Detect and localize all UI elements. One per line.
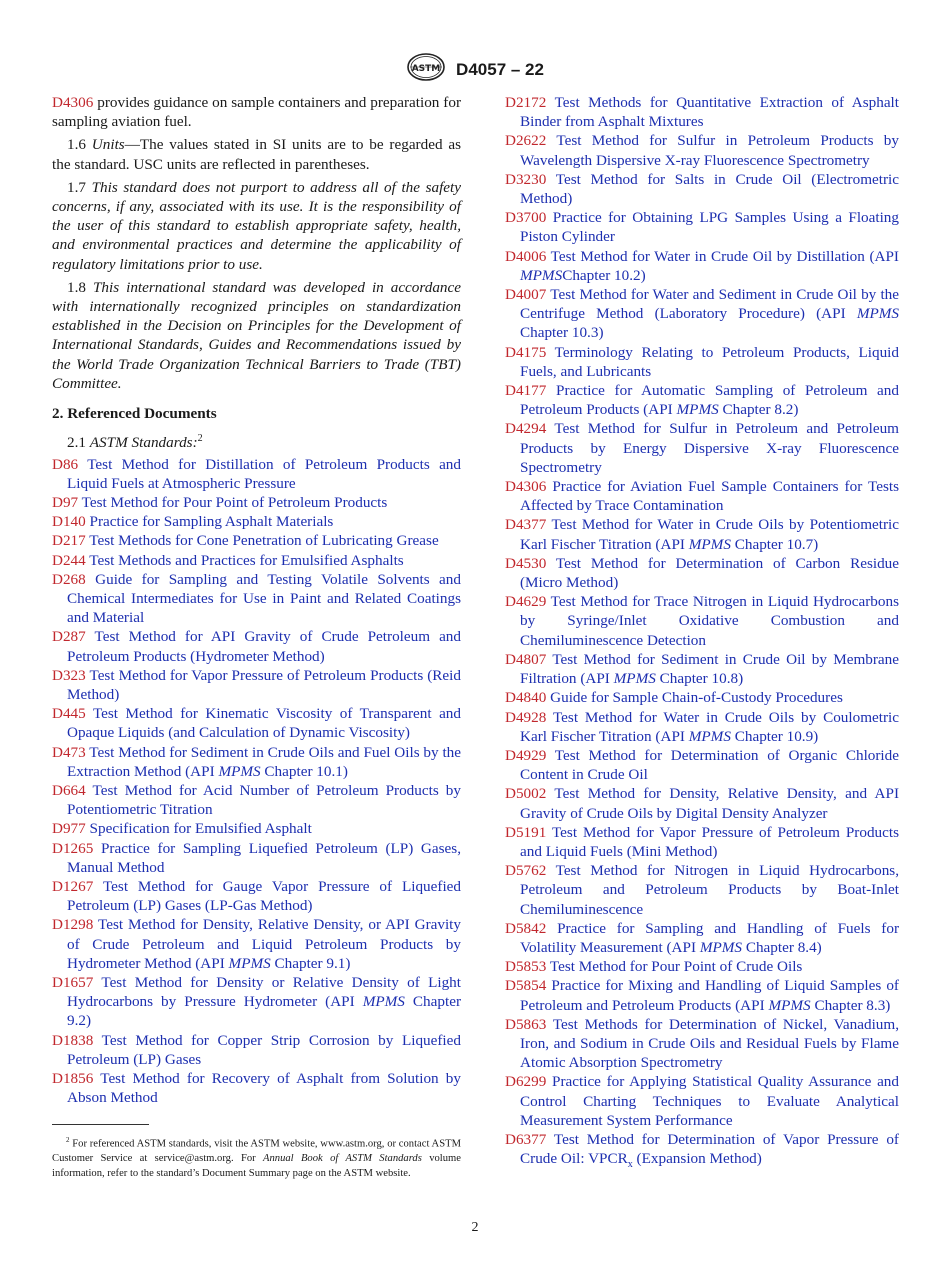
reference-code[interactable]: D4840 [505, 689, 547, 707]
reference-title[interactable]: Test Method for Determination of Vapor Pressure of Crude Oil: $VPCR_x$ (Expansion Method) [520, 1130, 899, 1171]
reference-code[interactable]: D5762 [505, 862, 547, 880]
reference-title[interactable]: Test Method for Sediment in Crude Oils and Fuel Oils by the Extraction Method (API MPMS Chapter 10.1) [67, 743, 461, 780]
reference-code[interactable]: D5854 [505, 977, 547, 995]
reference-code[interactable]: D4294 [505, 420, 547, 438]
reference-title[interactable]: Test Method for Recovery of Asphalt from Solution by Abson Method [67, 1070, 461, 1107]
reference-code[interactable]: D1265 [52, 839, 94, 857]
reference-title[interactable]: Test Method for API Gravity of Crude Petroleum and Petroleum Products (Hydrometer Method) [67, 628, 461, 665]
reference-item-d4294[interactable] [505, 419, 899, 477]
reference-code[interactable]: D244 [52, 551, 86, 569]
reference-title[interactable]: Test Methods and Practices for Emulsified Asphalts [85, 551, 404, 569]
page-number: 2 [471, 1220, 479, 1235]
reference-title[interactable]: Test Method for Sediment in Crude Oil by Membrane Filtration (API MPMS Chapter 10.8) [520, 650, 899, 688]
reference-title[interactable]: Test Method for Gauge Vapor Pressure of Liquefied Petroleum (LP) Gases (LP-Gas Method) [67, 877, 461, 915]
reference-title[interactable]: Test Methods for Determination of Nickel, Vanadium, Iron, and Sodium in Crude Oils and Residual Fuels by Flame Atomic Absorption Spectrometry [520, 1015, 899, 1072]
reference-title[interactable]: Test Method for Sulfur in Petroleum Products by Wavelength Dispersive X-ray Fluorescence Spectrometry [520, 132, 899, 169]
intro-paragraph: D4306 provides guidance on sample containers and preparation for sampling aviation fuel. [52, 94, 461, 131]
reference-code[interactable]: D3230 [505, 170, 547, 188]
footnote: $^2$ For referenced ASTM standards, visit the ASTM website, www.astm.org, or contact ASTM Customer Service at service@astm.org. For Annual Book of ASTM Standards volume information, refer to the standard’s Document Summary page on the ASTM website. [52, 1136, 461, 1179]
reference-item-d6377[interactable] [505, 1130, 899, 1174]
reference-code[interactable]: D977 [52, 820, 86, 838]
reference-item-d4006[interactable] [505, 247, 899, 285]
reference-title[interactable]: Test Method for Vapor Pressure of Petroleum Products (Reid Method) [67, 666, 461, 703]
reference-title[interactable]: Practice for Automatic Sampling of Petroleum and Petroleum Products (API MPMS Chapter 8.2) [520, 382, 899, 419]
reference-item-d5842[interactable] [505, 919, 899, 957]
reference-item-d3230[interactable] [505, 170, 899, 208]
reference-item-d4530[interactable] [505, 554, 899, 592]
reference-title[interactable]: Guide for Sample Chain-of-Custody Procedures [546, 689, 843, 707]
reference-title[interactable]: Test Method for Water in Crude Oils by Potentiometric Karl Fischer Titration (API MPMS Chapter 10.7) [520, 516, 899, 553]
reference-item-d1267[interactable] [52, 877, 461, 915]
reference-title[interactable]: Test Method for Determination of Organic Chloride Content in Crude Oil [520, 746, 899, 784]
reference-title[interactable]: Test Method for Water and Sediment in Crude Oil by the Centrifuge Method (Laboratory Procedure) (API MPMS Chapter 10.3) [520, 286, 899, 342]
reference-title[interactable]: Practice for Mixing and Handling of Liquid Samples of Petroleum and Petroleum Products (API MPMS Chapter 8.3) [520, 977, 899, 1014]
left-reference-list [52, 455, 461, 1108]
reference-code[interactable]: D1267 [52, 877, 94, 895]
reference-item-d6299[interactable] [505, 1072, 899, 1130]
reference-item-d140[interactable] [52, 512, 461, 531]
reference-item-d4928[interactable] [505, 708, 899, 746]
reference-code[interactable]: D4006 [505, 247, 547, 265]
reference-code[interactable]: D323 [52, 666, 86, 684]
reference-item-d5863[interactable] [505, 1015, 899, 1073]
reference-title[interactable]: Test Method for Trace Nitrogen in Liquid Hydrocarbons by Syringe/Inlet Oxidative Combustion and Chemiluminescence Detection [520, 593, 899, 649]
reference-code[interactable]: D5002 [505, 785, 547, 803]
astm-logo-icon [406, 52, 446, 87]
section-1-7: 1.7 This standard does not purport to address all of the safety concerns, if any, associated with its use. It is the responsibility of the user of this standard to establish appropriate safety, health, and environmental practices and determine the applicability of regulatory limitations prior to use. [52, 178, 462, 273]
reference-title[interactable]: Test Method for Vapor Pressure of Petroleum Products and Liquid Fuels (Mini Method) [520, 823, 899, 860]
reference-title[interactable]: Test Method for Acid Number of Petroleum Products by Potentiometric Titration [67, 781, 461, 819]
reference-item-d664[interactable] [52, 781, 461, 819]
reference-code[interactable]: D4177 [505, 382, 547, 400]
reference-title[interactable]: Test Method for Determination of Carbon Residue (Micro Method) [520, 554, 899, 592]
reference-item-d5854[interactable] [505, 976, 899, 1014]
reference-item-d268[interactable] [52, 570, 461, 628]
reference-title[interactable]: Guide for Sampling and Testing Volatile Solvents and Chemical Intermediates for Use in Paint and Related Coatings and Material [67, 570, 461, 627]
reference-item-d4929[interactable] [505, 746, 899, 784]
reference-item-d445[interactable] [52, 704, 461, 742]
footnote-divider [52, 1124, 149, 1125]
section-1-8: 1.8 This international standard was developed in accordance with internationally recognized principles on standardization established in the Decision on Principles for the Development of International Standards, Guides and Recommendations issued by the World Trade Organization Technical Barriers to Trade (TBT) Committee. [52, 278, 462, 392]
right-column [505, 93, 899, 1174]
reference-item-d4377[interactable] [505, 515, 899, 553]
reference-title[interactable]: Terminology Relating to Petroleum Products, Liquid Fuels, and Lubricants [520, 343, 899, 380]
left-column [52, 93, 461, 1107]
reference-item-d97[interactable] [52, 493, 461, 512]
reference-title[interactable]: Practice for Applying Statistical Quality Assurance and Control Charting Techniques to Evaluate Analytical Measurement System Performance [520, 1073, 899, 1129]
reference-item-d86[interactable] [52, 455, 461, 493]
reference-item-d1856[interactable] [52, 1069, 461, 1107]
reference-code[interactable]: D140 [52, 513, 86, 531]
reference-item-d4177[interactable] [505, 381, 899, 419]
subsection-heading: 2.1 ASTM Standards:$^2$ [67, 433, 203, 452]
reference-item-d244[interactable] [52, 551, 461, 570]
reference-code[interactable]: D4007 [505, 286, 547, 304]
reference-title[interactable]: Test Methods for Quantitative Extraction of Asphalt Binder from Asphalt Mixtures [520, 94, 899, 131]
reference-code[interactable]: D2172 [505, 94, 547, 111]
reference-title[interactable]: Test Method for Density or Relative Density of Light Hydrocarbons by Pressure Hydrometer (API MPMS Chapter 9.2) [67, 974, 462, 1030]
reference-item-d287[interactable] [52, 627, 461, 665]
reference-code[interactable]: D2622 [505, 132, 547, 150]
reference-title[interactable]: Test Method for Density, Relative Density, or API Gravity of Crude Petroleum and Liquid Petroleum Products by Hydrometer Method (API MPMS Chapter 9.1) [67, 916, 461, 972]
reference-item-d977[interactable] [52, 819, 461, 838]
reference-code[interactable]: D86 [52, 455, 79, 473]
reference-item-d5191[interactable] [505, 823, 899, 861]
reference-item-d2172[interactable] [505, 93, 899, 131]
reference-code[interactable]: D5191 [505, 823, 547, 841]
reference-item-d4807[interactable] [505, 650, 899, 688]
reference-item-d5762[interactable] [505, 861, 899, 919]
reference-title[interactable]: Test Method for Water in Crude Oils by Coulometric Karl Fischer Titration (API MPMS Chapter 10.9) [520, 708, 899, 745]
reference-code[interactable]: D4629 [505, 593, 547, 611]
page-header [0, 52, 950, 87]
reference-title[interactable]: Test Method for Sulfur in Petroleum and Petroleum Products by Energy Dispersive X-ray Fluorescence Spectrometry [520, 420, 899, 476]
reference-item-d4840[interactable] [505, 688, 899, 707]
reference-title[interactable]: Test Method for Copper Strip Corrosion by Liquefied Petroleum (LP) Gases [67, 1031, 461, 1068]
reference-title[interactable]: Test Methods for Cone Penetration of Lubricating Grease [85, 532, 439, 550]
reference-code[interactable]: D4306 [505, 478, 547, 496]
reference-code[interactable]: D4928 [505, 708, 547, 726]
right-reference-list [505, 93, 899, 1174]
reference-item-d4306[interactable] [505, 477, 899, 515]
reference-title[interactable]: Practice for Obtaining LPG Samples Using a Floating Piston Cylinder [520, 209, 899, 246]
reference-item-d4175[interactable] [505, 343, 899, 381]
reference-code[interactable]: D1298 [52, 916, 94, 934]
section-1-6: 1.6 Units—The values stated in SI units are to be regarded as the standard. USC units are reflected in parentheses. [52, 136, 461, 173]
reference-title[interactable]: Practice for Sampling Asphalt Materials [85, 513, 334, 531]
reference-title[interactable]: Practice for Sampling Liquefied Petroleum (LP) Gases, Manual Method [67, 839, 461, 876]
reference-item-d4007[interactable] [505, 285, 899, 343]
reference-title[interactable]: Practice for Sampling and Handling of Fuels for Volatility Measurement (API MPMS Chapter 8.4) [520, 919, 899, 956]
reference-code[interactable]: D4530 [505, 554, 547, 572]
svg-text:ASTM: ASTM [411, 64, 441, 74]
reference-item-d5002[interactable] [505, 784, 899, 822]
reference-code[interactable]: D97 [52, 493, 79, 511]
reference-item-d1265[interactable] [52, 839, 461, 877]
reference-code[interactable]: D4929 [505, 746, 547, 764]
reference-title[interactable]: Test Method for Density, Relative Density, and API Gravity of Crude Oils by Digital Density Analyzer [520, 785, 899, 822]
reference-code[interactable]: D1856 [52, 1070, 94, 1088]
reference-item-d1657[interactable] [52, 973, 461, 1031]
reference-title[interactable]: Test Method for Distillation of Petroleum Products and Liquid Fuels at Atmospheric Pressure [67, 455, 461, 492]
section-heading: 2. Referenced Documents [52, 405, 217, 423]
reference-code[interactable]: D473 [52, 743, 86, 761]
document-number: D4057 – 22 [456, 59, 544, 79]
reference-title[interactable]: Test Method for Water in Crude Oil by Distillation (API MPMSChapter 10.2) [520, 247, 899, 284]
reference-item-d217[interactable] [52, 531, 461, 550]
reference-item-d1838[interactable] [52, 1031, 461, 1069]
ref-link-d4306[interactable]: D4306 [52, 94, 94, 111]
reference-code[interactable]: D4377 [505, 516, 547, 534]
reference-code[interactable]: D217 [52, 532, 86, 550]
reference-code[interactable]: D268 [52, 570, 86, 588]
reference-code[interactable]: D5863 [505, 1015, 547, 1033]
reference-title[interactable]: Test Method for Pour Point of Petroleum Products [78, 493, 388, 511]
reference-item-d3700[interactable] [505, 208, 899, 246]
reference-code[interactable]: D1838 [52, 1031, 94, 1049]
reference-item-d473[interactable] [52, 743, 461, 781]
reference-code[interactable]: D5853 [505, 958, 547, 976]
reference-code[interactable]: D5842 [505, 919, 547, 937]
reference-title[interactable]: Test Method for Salts in Crude Oil (Electrometric Method) [520, 170, 899, 208]
reference-title[interactable]: Practice for Aviation Fuel Sample Containers for Tests Affected by Trace Contamination [520, 478, 899, 515]
reference-title[interactable]: Specification for Emulsified Asphalt [85, 820, 312, 838]
reference-item-d4629[interactable] [505, 592, 899, 650]
reference-item-d2622[interactable] [505, 131, 899, 169]
reference-code[interactable]: D287 [52, 628, 86, 646]
reference-title[interactable]: Test Method for Kinematic Viscosity of Transparent and Opaque Liquids (and Calculation of Dynamic Viscosity) [67, 705, 461, 742]
reference-code[interactable]: D4807 [505, 650, 547, 668]
reference-code[interactable]: D1657 [52, 974, 94, 991]
reference-code[interactable]: D3700 [505, 209, 547, 227]
reference-title[interactable]: Test Method for Pour Point of Crude Oils [546, 958, 803, 976]
reference-code[interactable]: D4175 [505, 343, 547, 361]
reference-code[interactable]: D664 [52, 781, 86, 799]
reference-item-d323[interactable] [52, 666, 461, 704]
reference-code[interactable]: D445 [52, 705, 86, 723]
reference-title[interactable]: Test Method for Nitrogen in Liquid Hydrocarbons, Petroleum and Petroleum Products by Boat-Inlet Chemiluminescence [520, 862, 899, 918]
reference-code[interactable]: D6299 [505, 1073, 547, 1091]
reference-item-d1298[interactable] [52, 915, 461, 973]
reference-item-d5853[interactable] [505, 957, 899, 976]
reference-code[interactable]: D6377 [505, 1130, 547, 1148]
